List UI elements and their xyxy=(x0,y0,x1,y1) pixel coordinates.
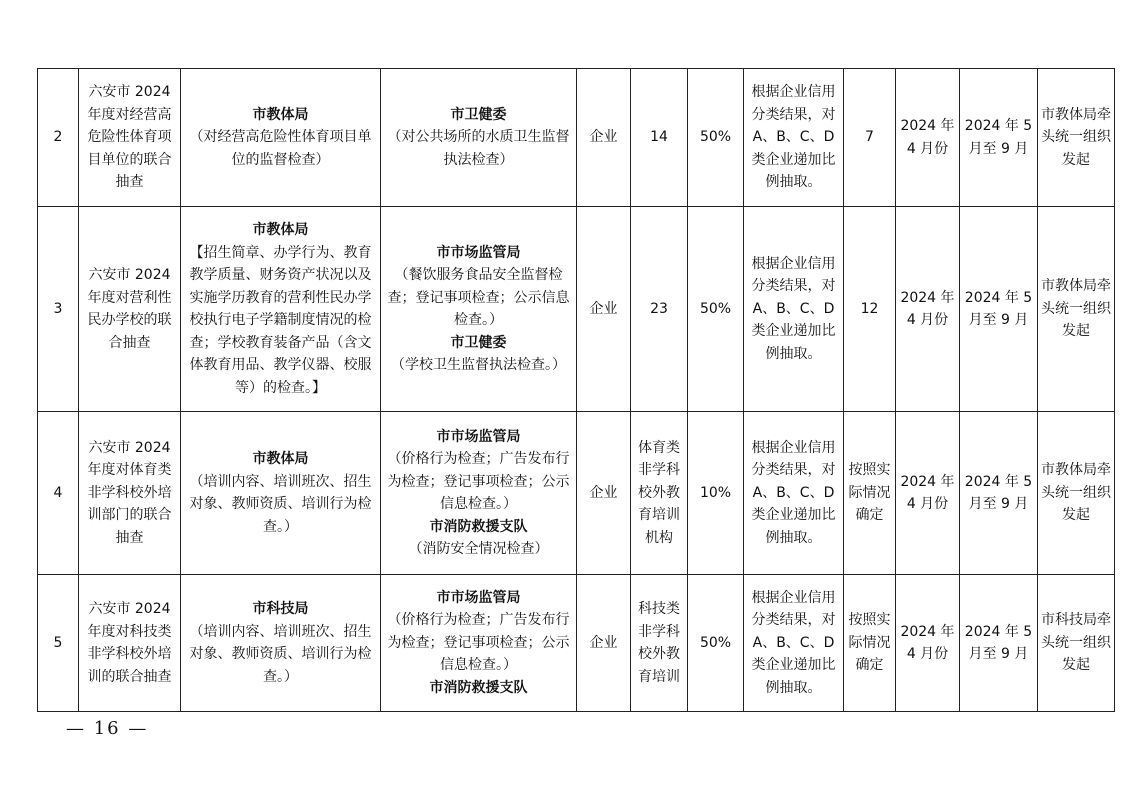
inspection-period: 2024 年 5 月至 9 月 xyxy=(960,575,1038,712)
partner-departments-cell xyxy=(381,575,577,712)
sampling-method: 根据企业信用分类结果，对 A、B、C、D 类企业递加比例抽取。 xyxy=(744,575,844,712)
sample-count: 7 xyxy=(844,69,896,207)
object-count: 14 xyxy=(631,69,688,207)
sampling-method: 根据企业信用分类结果，对 A、B、C、D 类企业递加比例抽取。 xyxy=(744,412,844,575)
partner-departments-cell xyxy=(381,207,577,412)
sampling-ratio: 50% xyxy=(688,69,744,207)
page-number: — 16 — xyxy=(66,718,149,739)
table-row xyxy=(38,69,1115,207)
lead-department: 市科技局 xyxy=(252,601,309,617)
partner-department: 市消防救援支队 xyxy=(429,679,528,696)
lead-department: 市教体局 xyxy=(252,222,309,238)
sampling-ratio: 50% xyxy=(688,207,744,412)
partner-department: 市消防救援支队 xyxy=(429,518,528,535)
partner-department: 市卫健委 xyxy=(450,334,507,351)
lead-department-cell xyxy=(181,69,381,207)
partner-inspection-items: （价格行为检查；广告发布行为检查；登记事项检查；公示信息检查。） xyxy=(387,612,570,674)
row-index: 5 xyxy=(38,575,79,712)
sampling-method: 根据企业信用分类结果，对 A、B、C、D 类企业递加比例抽取。 xyxy=(744,207,844,412)
lead-inspection-items: （培训内容、培训班次、招生对象、教师资质、培训行为检查。） xyxy=(189,473,372,535)
table-row xyxy=(38,207,1115,412)
row-index: 4 xyxy=(38,412,79,575)
start-time: 2024 年 4 月份 xyxy=(896,412,960,575)
partner-department: 市市场监管局 xyxy=(436,589,521,606)
sampling-ratio: 10% xyxy=(688,412,744,575)
object-type: 企业 xyxy=(577,412,631,575)
task-name: 六安市 2024 年度对科技类非学科校外培训的联合抽查 xyxy=(79,575,181,712)
sample-count: 按照实际情况确定 xyxy=(844,575,896,712)
lead-inspection-items: （对经营高危险性体育项目单位的监督检查） xyxy=(189,129,372,168)
start-time: 2024 年 4 月份 xyxy=(896,69,960,207)
lead-inspection-items: （培训内容、培训班次、招生对象、教师资质、培训行为检查。） xyxy=(189,623,372,685)
lead-inspection-items: 【招生简章、办学行为、教育教学质量、财务资产状况以及实施学历教育的营利性民办学校执行电子学籍制度情况的检查；学校教育装备产品（含文体教育用品、教学仪器、校服等）的检查。】 xyxy=(189,244,372,396)
lead-department-cell xyxy=(181,575,381,712)
object-type: 企业 xyxy=(577,69,631,207)
partner-inspection-items: （价格行为检查；广告发布行为检查；登记事项检查；公示信息检查。） xyxy=(387,451,570,512)
row-index: 2 xyxy=(38,69,79,207)
object-count: 23 xyxy=(631,207,688,412)
lead-department-cell xyxy=(181,412,381,575)
object-type: 企业 xyxy=(577,575,631,712)
object-type: 企业 xyxy=(577,207,631,412)
sample-count: 按照实际情况确定 xyxy=(844,412,896,575)
lead-department: 市教体局 xyxy=(252,106,309,123)
start-time: 2024 年 4 月份 xyxy=(896,575,960,712)
table-row xyxy=(38,575,1115,712)
partner-inspection-items: （学校卫生监督执法检查。） xyxy=(391,357,566,373)
inspection-schedule-table xyxy=(37,68,1115,712)
partner-departments-cell xyxy=(381,412,577,575)
inspection-period: 2024 年 5 月至 9 月 xyxy=(960,412,1038,575)
task-name: 六安市 2024 年度对营利性民办学校的联合抽查 xyxy=(79,207,181,412)
task-name: 六安市 2024 年度对经营高危险性体育项目单位的联合抽查 xyxy=(79,69,181,207)
partner-department: 市卫健委 xyxy=(450,106,507,123)
table-row xyxy=(38,412,1115,575)
object-count: 科技类非学科校外教育培训 xyxy=(631,575,688,712)
partner-department: 市市场监管局 xyxy=(436,428,521,445)
task-name: 六安市 2024 年度对体育类非学科校外培训部门的联合抽查 xyxy=(79,412,181,575)
row-index: 3 xyxy=(38,207,79,412)
partner-department: 市市场监管局 xyxy=(436,244,521,261)
partner-inspection-items: （餐饮服务食品安全监督检查；登记事项检查；公示信息检查。） xyxy=(387,267,570,328)
remark: 市科技局牵头统一组织发起 xyxy=(1038,575,1115,712)
inspection-period: 2024 年 5 月至 9 月 xyxy=(960,207,1038,412)
inspection-period: 2024 年 5 月至 9 月 xyxy=(960,69,1038,207)
sampling-ratio: 50% xyxy=(688,575,744,712)
lead-department-cell xyxy=(181,207,381,412)
remark: 市教体局牵头统一组织发起 xyxy=(1038,69,1115,207)
remark: 市教体局牵头统一组织发起 xyxy=(1038,412,1115,575)
object-count: 体育类非学科校外教育培训机构 xyxy=(631,412,688,575)
sample-count: 12 xyxy=(844,207,896,412)
remark: 市教体局牵头统一组织发起 xyxy=(1038,207,1115,412)
lead-department: 市教体局 xyxy=(252,451,309,467)
sampling-method: 根据企业信用分类结果，对 A、B、C、D 类企业递加比例抽取。 xyxy=(744,69,844,207)
partner-inspection-items: （对公共场所的水质卫生监督执法检查） xyxy=(387,129,570,168)
partner-inspection-items: （消防安全情况检查） xyxy=(408,541,549,557)
start-time: 2024 年 4 月份 xyxy=(896,207,960,412)
partner-departments-cell xyxy=(381,69,577,207)
